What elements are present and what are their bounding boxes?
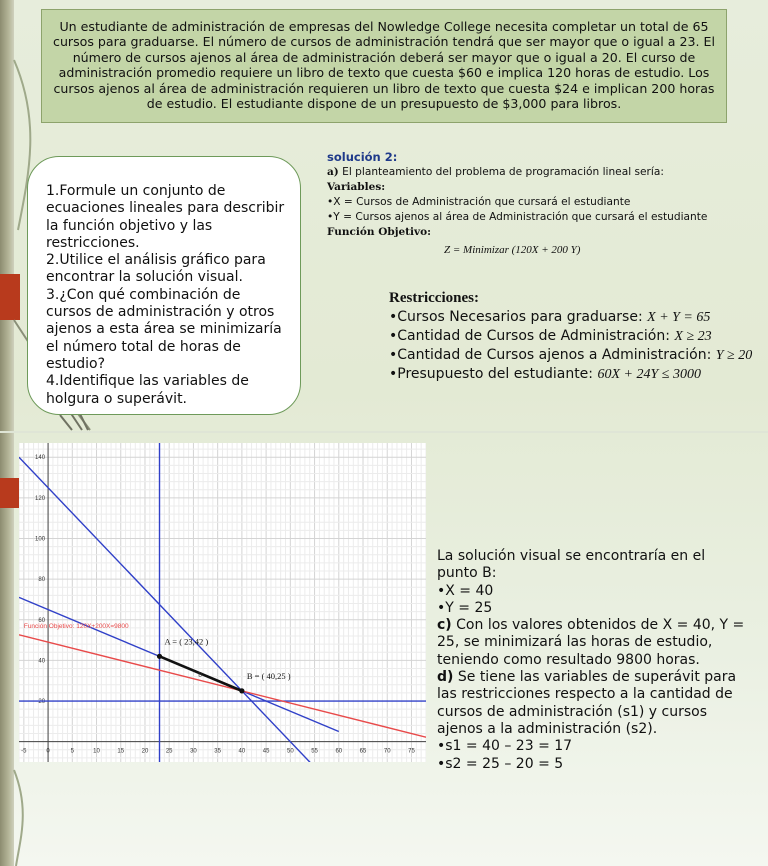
x-tick-label: 75 — [408, 748, 415, 755]
part-a-text: El planteamiento del problema de programación lineal sería: — [338, 166, 664, 178]
variable-x: •X = Cursos de Administración que cursará el estudiante — [327, 196, 631, 208]
x-tick-label: 40 — [238, 748, 246, 755]
answer-block — [437, 548, 749, 773]
answer-d — [437, 669, 749, 738]
solution-title: solución 2: — [327, 150, 398, 164]
questions-box — [27, 156, 301, 415]
objective-line-label: Función Objetivo: 120X+200X=9800 — [23, 622, 129, 630]
x-tick-label: 25 — [165, 748, 173, 755]
restriction-expr: 60X + 24Y ≤ 3000 — [597, 367, 701, 382]
graph-chart — [19, 443, 426, 762]
y-tick-label: 120 — [35, 495, 46, 502]
question-3: 3.¿Con qué combinación de cursos de administración y otros ajenos a esta área se minimizaría el número total de horas de estudio? — [46, 286, 282, 372]
solution-part-a — [327, 165, 757, 180]
x-tick-label: 20 — [141, 748, 149, 755]
answer-intro: La solución visual se encontraría en el punto B: — [437, 548, 706, 582]
x-tick-label: 10 — [93, 748, 100, 755]
answer-c — [437, 617, 749, 669]
x-tick-label: 30 — [190, 748, 197, 755]
x-tick-label: 55 — [311, 748, 318, 755]
y-tick-label: 140 — [35, 455, 46, 462]
restriction-item — [389, 327, 759, 346]
question-2: 2.Utilice el análisis gráfico para encontrar la solución visual. — [46, 252, 266, 286]
restriction-text: •Cursos Necesarios para graduarse: — [389, 309, 648, 325]
restrictions-block — [389, 289, 759, 384]
y-tick-label: 100 — [35, 536, 46, 543]
constraint-line — [19, 457, 315, 762]
x-tick-label: 60 — [335, 748, 343, 755]
variable-y: •Y = Cursos ajenos al área de Administración que cursará el estudiante — [327, 211, 708, 223]
question-4: 4.Identifique las variables de holgura o superávit. — [46, 373, 249, 407]
x-tick-label: 15 — [117, 748, 125, 755]
restriction-expr: X ≥ 23 — [674, 329, 712, 344]
restriction-text: •Cantidad de Cursos ajenos a Administración: — [389, 347, 716, 363]
y-tick-label: 20 — [38, 699, 46, 706]
slide-separator — [0, 431, 768, 433]
x-tick-label: -5 — [21, 748, 27, 755]
answer-s2: •s2 = 25 – 20 = 5 — [437, 755, 564, 772]
answer-s1: •s1 = 40 – 23 = 17 — [437, 738, 573, 755]
restriction-item — [389, 346, 759, 365]
red-accent-tab-bottom — [0, 478, 20, 508]
x-tick-label: 35 — [214, 748, 221, 755]
x-tick-label: 45 — [262, 748, 270, 755]
restriction-expr: X + Y = 65 — [647, 310, 711, 325]
restriction-item — [389, 308, 759, 327]
restrictions-title: Restricciones: — [389, 290, 479, 306]
vertex-label: B = ( 40,25 ) — [246, 670, 291, 681]
red-accent-tab-top — [0, 274, 20, 320]
graph-panel — [19, 443, 426, 762]
answer-y: •Y = 25 — [437, 599, 493, 616]
d-text: Se tiene las variables de superávit para las restricciones respecto a la cantidad de cursos de administración (s1) y cursos ajenos a la administración (s2). — [437, 669, 737, 737]
x-tick-label: 65 — [359, 748, 367, 755]
d-label: d) — [437, 669, 454, 686]
restriction-expr: Y ≥ 20 — [715, 348, 753, 363]
x-tick-label: 70 — [383, 748, 391, 755]
restriction-item — [389, 365, 759, 384]
x-tick-label: 50 — [286, 748, 294, 755]
c-label: c) — [437, 617, 452, 634]
problem-statement-box — [41, 9, 727, 123]
solution-block — [327, 150, 757, 258]
vertex-point — [157, 654, 162, 659]
question-1: 1.Formule un conjunto de ecuaciones lineales para describir la función objetivo y las restricciones. — [46, 183, 285, 251]
x-tick-label: 5 — [70, 748, 74, 755]
restriction-text: •Presupuesto del estudiante: — [389, 366, 598, 382]
y-tick-label: 60 — [38, 617, 46, 624]
x-tick-label: 0 — [46, 748, 50, 755]
answer-x: •X = 40 — [437, 582, 494, 599]
left-decorative-bar — [0, 0, 14, 866]
part-a-label: a) — [327, 166, 339, 178]
variables-label: Variables: — [327, 181, 386, 193]
vertex-label: A = ( 23,42 ) — [164, 636, 209, 647]
vertex-point — [239, 688, 244, 693]
restriction-text: •Cantidad de Cursos de Administración: — [389, 328, 675, 344]
y-tick-label: 80 — [38, 577, 46, 584]
y-tick-label: 40 — [38, 658, 46, 665]
problem-text: Un estudiante de administración de empresas del Nowledge College necesita completar un total de 65 cursos para graduarse. El número de cursos de administración tendrá que ser mayor que o igual a 23. El número de cursos ajenos al área de administración deberá ser mayor que o igual a 20. El curso de administración promedio requiere un libro de texto que cuesta $60 e implica 120 horas de estudio. Los cursos ajenos al área de administración requieren un libro de texto que cuesta $24 e implican 200 horas de estudio. El estudiante dispone de un presupuesto de $3,000 para libros. — [53, 19, 715, 112]
objective-function: Z = Minimizar (120X + 200 Y) — [444, 244, 581, 256]
c-text: Con los valores obtenidos de X = 40, Y = 25, se minimizará las horas de estudio, teniendo como resultado 9800 horas. — [437, 617, 745, 668]
small-point-label: B — [198, 672, 203, 679]
objective-label: Función Objetivo: — [327, 226, 432, 238]
